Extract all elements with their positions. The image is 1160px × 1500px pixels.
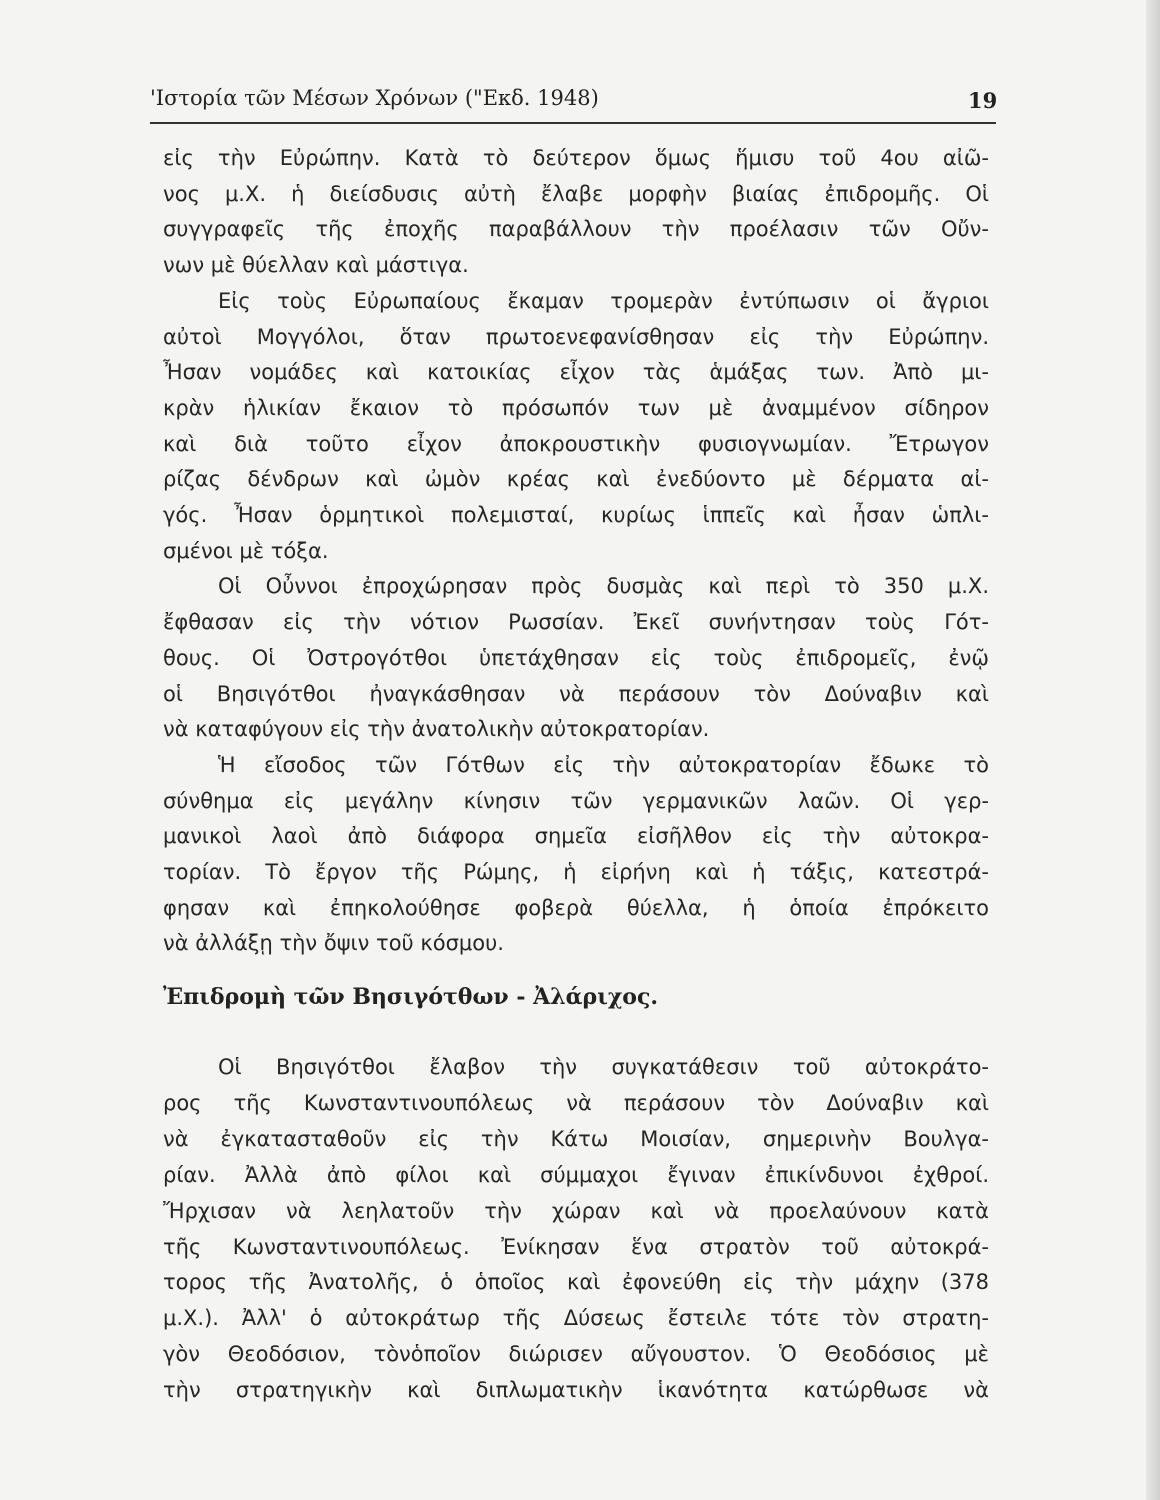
text-line: φησαν καὶ ἐπηκολούθησε φοβερὰ θύελλα, ἡ ὁποία ἐπρόκειτο (163, 895, 989, 920)
text-line: ρίαν. Ἀλλὰ ἀπὸ φίλοι καὶ σύμμαχοι ἔγιναν ἐπικίνδυνοι ἐχθροί. (163, 1162, 989, 1187)
text-line: Ἦσαν νομάδες καὶ κατοικίας εἶχον τὰς ἁμάξας των. Ἀπὸ μι- (163, 360, 989, 385)
text-line: Εἰς τοὺς Εὐρωπαίους ἔκαμαν τρομερὰν ἐντύπωσιν οἱ ἄγριοι (218, 288, 989, 313)
text-line: τορος τῆς Ἀνατολῆς, ὁ ὁποῖος καὶ ἐφονεύθη εἰς τὴν μάχην (378 (163, 1270, 989, 1295)
text-line: αὐτοὶ Μογγόλοι, ὅταν πρωτοενεφανίσθησαν εἰς τὴν Εὐρώπην. (163, 324, 989, 349)
text-line: συγγραφεῖς τῆς ἐποχῆς παραβάλλουν τὴν προέλασιν τῶν Οὔν- (163, 217, 989, 242)
text-line: ρος τῆς Κωνσταντινουπόλεως νὰ περάσουν τὸν Δούναβιν καὶ (163, 1090, 989, 1115)
header-rule (150, 122, 996, 124)
text-line: κρὰν ἡλικίαν ἔκαιον τὸ πρόσωπόν των μὲ ἀναμμένον σίδηρον (163, 395, 989, 420)
text-line: νὰ ἐγκατασταθοῦν εἰς τὴν Κάτω Μοισίαν, σημερινὴν Βουλγα- (163, 1126, 989, 1151)
text-line: τορίαν. Τὸ ἔργον τῆς Ρώμης, ἡ εἰρήνη καὶ ἡ τάξις, κατεστρά- (163, 860, 989, 884)
text-line: Ἡ εἴσοδος τῶν Γότθων εἰς τὴν αὐτοκρατορίαν ἔδωκε τὸ (218, 752, 989, 777)
text-line: νὰ καταφύγουν εἰς τὴν ἀνατολικὴν αὐτοκρατορίαν. (163, 717, 710, 742)
text-line: γὸν Θεοδόσιον, τὸνὁποῖον διώρισεν αὔγουστον. Ὁ Θεοδόσιος μὲ (163, 1342, 989, 1367)
text-line: καὶ διὰ τοῦτο εἶχον ἀποκρουστικὴν φυσιογνωμίαν. Ἔτρωγον (163, 431, 989, 456)
text-line: νων μὲ θύελλαν καὶ μάστιγα. (163, 253, 469, 278)
text-line: νὰ ἀλλάξῃ τὴν ὄψιν τοῦ κόσμου. (163, 931, 504, 956)
text-line: ρίζας δένδρων καὶ ὠμὸν κρέας καὶ ἐνεδύοντο μὲ δέρματα αἰ- (163, 467, 989, 492)
text-line: μανικοὶ λαοὶ ἀπὸ διάφορα σημεῖα εἰσῆλθον εἰς τὴν αὐτοκρα- (163, 824, 989, 849)
text-line: τὴν στρατηγικὴν καὶ διπλωματικὴν ἱκανότητα κατώρθωσε νὰ (163, 1378, 989, 1403)
text-line: θους. Οἱ Ὀστρογότθοι ὑπετάχθησαν εἰς τοὺς ἐπιδρομεῖς, ἐνῷ (163, 645, 989, 670)
section-heading: Ἐπιδρομὴ τῶν Βησιγότθων - Ἀλάριχος. (163, 984, 659, 1010)
text-line: νος μ.Χ. ἡ διείσδυσις αὐτὴ ἔλαβε μορφὴν βιαίας ἐπιδρομῆς. Οἱ (163, 181, 989, 206)
text-line: σύνθημα εἰς μεγάλην κίνησιν τῶν γερμανικῶν λαῶν. Οἱ γερ- (163, 788, 989, 813)
page-edge-shadow (1146, 0, 1160, 1500)
text-line: Οἱ Βησιγότθοι ἔλαβον τὴν συγκατάθεσιν τοῦ αὐτοκράτο- (218, 1055, 989, 1079)
text-line: ἔφθασαν εἰς τὴν νότιον Ρωσσίαν. Ἐκεῖ συνήντησαν τοὺς Γότ- (163, 610, 989, 635)
text-line: εἰς τὴν Εὐρώπην. Κατὰ τὸ δεύτερον ὅμως ἥμισυ τοῦ 4ου αἰῶ- (163, 146, 989, 170)
text-line: Οἱ Οὖννοι ἐπροχώρησαν πρὸς δυσμὰς καὶ περὶ τὸ 350 μ.Χ. (218, 574, 989, 599)
text-line: γός. Ἦσαν ὁρμητικοὶ πολεμισταί, κυρίως ἱππεῖς καὶ ἦσαν ὡπλι- (163, 503, 989, 527)
text-line: Ἤρχισαν νὰ λεηλατοῦν τὴν χώραν καὶ νὰ προελαύνουν κατὰ (163, 1198, 989, 1223)
text-line: σμένοι μὲ τόξα. (163, 538, 329, 563)
running-title: 'Ιστορία τῶν Μέσων Χρόνων ("Εκδ. 1948) (150, 86, 599, 110)
text-line: τῆς Κωνσταντινουπόλεως. Ἐνίκησαν ἕνα στρατὸν τοῦ αὐτοκρά- (163, 1234, 989, 1259)
text-line: μ.Χ.). Ἀλλ' ὁ αὐτοκράτωρ τῆς Δύσεως ἔστειλε τότε τὸν στρατη- (163, 1306, 989, 1331)
text-line: οἱ Βησιγότθοι ἠναγκάσθησαν νὰ περάσουν τὸν Δούναβιν καὶ (163, 681, 989, 706)
page-number: 19 (968, 88, 998, 113)
